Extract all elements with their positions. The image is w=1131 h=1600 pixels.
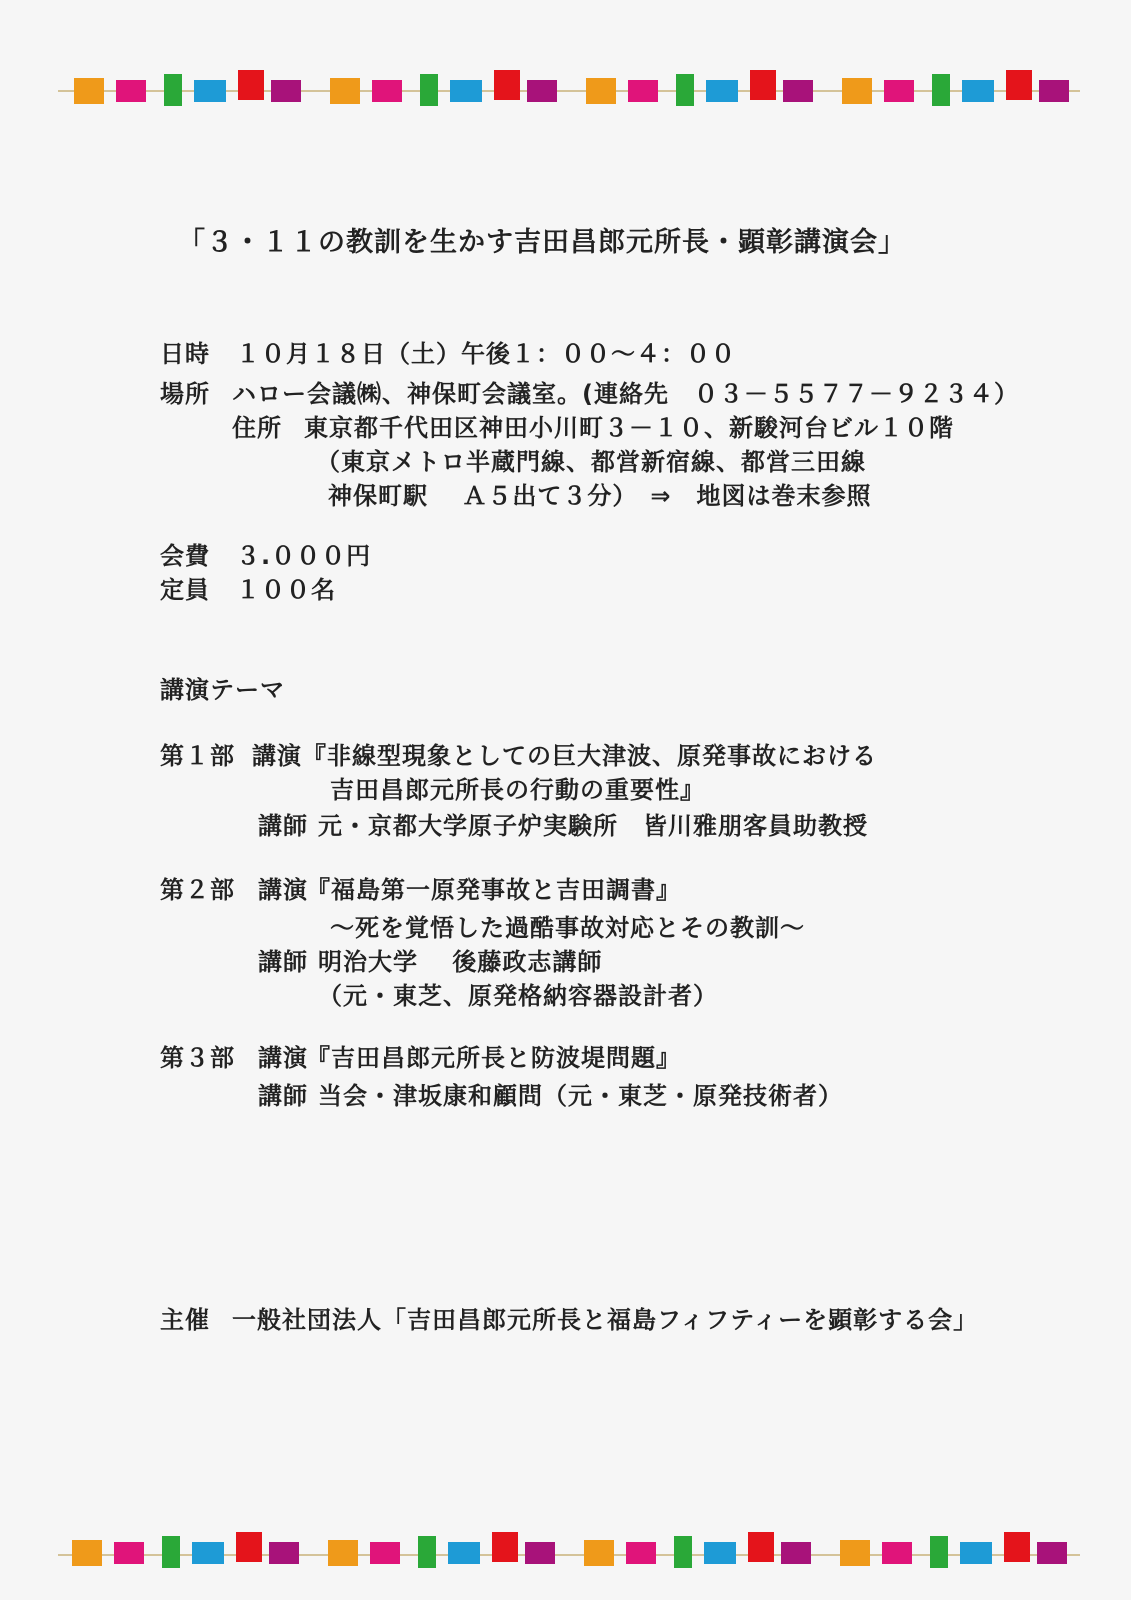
bunting-flag — [72, 1540, 102, 1566]
bunting-flag — [527, 80, 557, 102]
event-title: 「３・１１の教訓を生かす吉田昌郎元所長・顕彰講演会」 — [178, 227, 906, 258]
top-bunting-decoration — [0, 68, 1131, 128]
bunting-flag — [238, 70, 264, 100]
bunting-flag — [370, 1542, 400, 1564]
bunting-flag — [372, 80, 402, 102]
date-label: 日時 — [160, 340, 210, 368]
part1-talk-label: 講演 — [252, 742, 302, 770]
bunting-flag — [628, 80, 658, 102]
bunting-flag — [164, 74, 182, 106]
bunting-flag — [192, 1542, 224, 1564]
part3-talk-title-1: 『吉田昌郎元所長と防波堤問題』 — [306, 1044, 681, 1072]
part3-lecturer: 当会・津坂康和顧問（元・東芝・原発技術者） — [318, 1082, 843, 1110]
bunting-flag — [1037, 1542, 1067, 1564]
part2-lecturer: 明治大学 後藤政志講師 — [318, 948, 603, 976]
bunting-flag — [748, 1532, 774, 1562]
part1-lecturer-label: 講師 — [258, 812, 308, 840]
part2-talk-title-1: 『福島第一原発事故と吉田調書』 — [306, 876, 681, 904]
part2-lecturer-label: 講師 — [258, 948, 308, 976]
part3-label: 第３部 — [160, 1044, 235, 1072]
theme-heading: 講演テーマ — [160, 676, 285, 704]
place-label: 場所 — [160, 380, 210, 408]
part2-talk-label: 講演 — [258, 876, 308, 904]
bunting-flag — [330, 78, 360, 104]
bunting-flag — [674, 1536, 692, 1568]
bunting-flag — [116, 80, 146, 102]
bunting-flag — [882, 1542, 912, 1564]
part2-talk-title-2: ～死を覚悟した過酷事故対応とその教訓～ — [330, 914, 805, 942]
capacity-value: １００名 — [236, 576, 336, 604]
bunting-flag — [932, 74, 950, 106]
part1-talk-title-1: 『非線型現象としての巨大津波、原発事故における — [302, 742, 877, 770]
bunting-flag — [269, 1542, 299, 1564]
date-value: １０月１８日（土）午後１：００～４：００ — [236, 340, 736, 368]
bunting-flag — [114, 1542, 144, 1564]
bunting-flag — [960, 1542, 992, 1564]
bunting-flag — [962, 80, 994, 102]
access-line-2: 神保町駅 Ａ５出て３分） ⇒ 地図は巻末参照 — [328, 482, 872, 510]
bunting-flag — [450, 80, 482, 102]
bunting-flag — [1004, 1532, 1030, 1562]
bunting-flag — [783, 80, 813, 102]
bottom-bunting-decoration — [0, 1530, 1131, 1590]
bunting-flag — [492, 1532, 518, 1562]
access-line-1: （東京メトロ半蔵門線、都営新宿線、都営三田線 — [316, 448, 866, 476]
bunting-flag — [271, 80, 301, 102]
bunting-flag — [448, 1542, 480, 1564]
bunting-flag — [494, 70, 520, 100]
part3-talk-label: 講演 — [258, 1044, 308, 1072]
bunting-flag — [418, 1536, 436, 1568]
bunting-flag — [420, 74, 438, 106]
part2-label: 第２部 — [160, 876, 235, 904]
fee-value: ３.０００円 — [236, 542, 372, 570]
organizer-value: 一般社団法人「吉田昌郎元所長と福島フィフティーを顕彰する会」 — [232, 1306, 979, 1334]
bunting-flag — [676, 74, 694, 106]
bunting-flag — [328, 1540, 358, 1566]
part1-talk-title-2: 吉田昌郎元所長の行動の重要性』 — [330, 776, 705, 804]
fee-label: 会費 — [160, 542, 210, 570]
bunting-flag — [162, 1536, 180, 1568]
part2-lecturer-affiliation: （元・東芝、原発格納容器設計者） — [318, 982, 718, 1010]
part1-label: 第１部 — [160, 742, 235, 770]
bunting-flag — [884, 80, 914, 102]
bunting-flag — [584, 1540, 614, 1566]
bunting-flag — [930, 1536, 948, 1568]
place-value: ハロー会議㈱、神保町会議室。(連絡先 ０３－５５７７－９２３４） — [232, 380, 1019, 408]
bunting-flag — [1039, 80, 1069, 102]
part3-lecturer-label: 講師 — [258, 1082, 308, 1110]
bunting-flag — [1006, 70, 1032, 100]
bunting-flag — [842, 78, 872, 104]
bunting-flag — [525, 1542, 555, 1564]
part1-lecturer: 元・京都大学原子炉実験所 皆川雅朋客員助教授 — [318, 812, 868, 840]
bunting-flag — [194, 80, 226, 102]
bunting-flag — [706, 80, 738, 102]
bunting-flag — [586, 78, 616, 104]
address-value: 東京都千代田区神田小川町３－１０、新駿河台ビル１０階 — [304, 414, 954, 442]
organizer-label: 主催 — [160, 1306, 210, 1334]
bunting-flag — [236, 1532, 262, 1562]
bunting-flag — [750, 70, 776, 100]
capacity-label: 定員 — [160, 576, 210, 604]
bunting-flag — [781, 1542, 811, 1564]
bunting-flag — [626, 1542, 656, 1564]
bunting-flag — [704, 1542, 736, 1564]
bunting-flag — [840, 1540, 870, 1566]
address-label: 住所 — [232, 414, 282, 442]
bunting-flag — [74, 78, 104, 104]
